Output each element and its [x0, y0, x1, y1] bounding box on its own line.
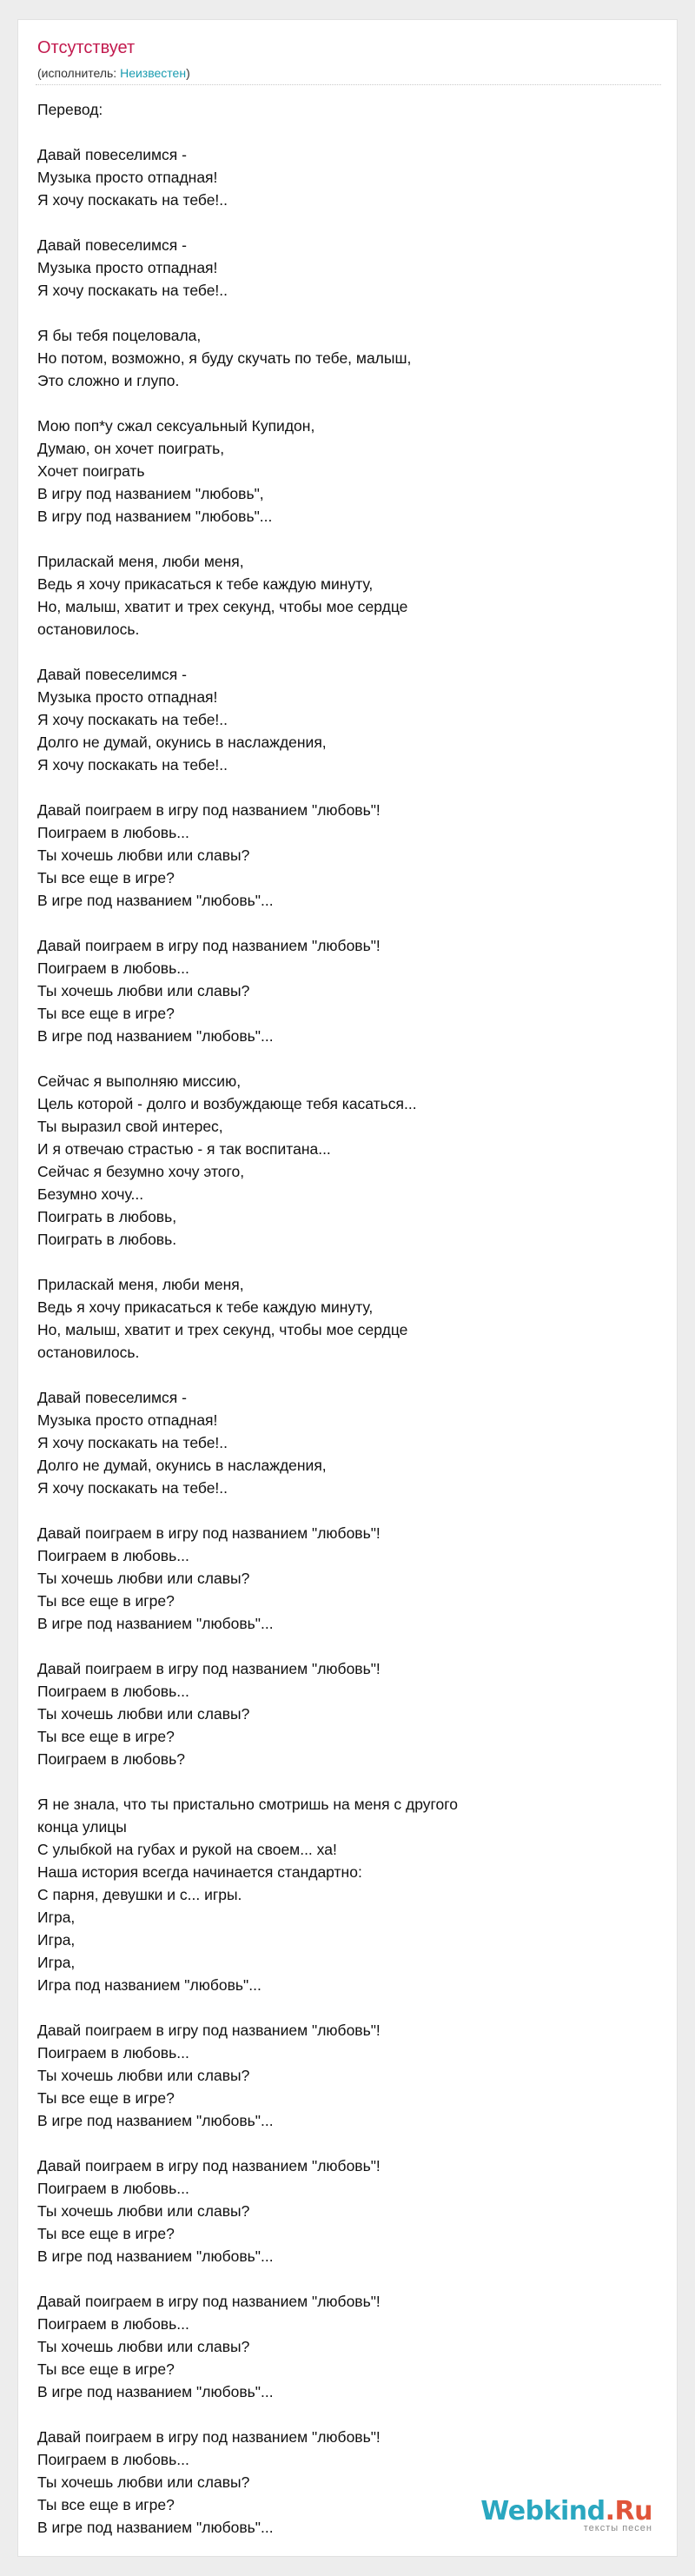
lyric-line: Ты выразил свой интерес,	[37, 1118, 223, 1135]
lyric-line	[37, 302, 654, 324]
lyric-line: Музыка просто отпадная!	[37, 688, 218, 706]
lyric-line	[37, 528, 654, 550]
lyric-line	[37, 392, 654, 415]
lyric-line: Игра,	[37, 1931, 76, 1949]
lyric-line: Ты все еще в игре?	[37, 1005, 175, 1022]
lyric-line: Поиграть в любовь.	[37, 1231, 177, 1248]
lyric-line: Поиграем в любовь...	[37, 1547, 189, 1564]
lyric-line: Поиграем в любовь...	[37, 2451, 189, 2468]
lyric-line	[37, 2132, 654, 2154]
lyric-line: Приласкай меня, люби меня,	[37, 1276, 244, 1293]
lyric-line	[37, 2267, 654, 2290]
lyric-line: Давай поиграем в игру под названием "любовь"!	[37, 2428, 381, 2446]
lyric-line: Безумно хочу...	[37, 1185, 144, 1203]
lyric-line: С парня, девушки и с... игры.	[37, 1886, 242, 1903]
lyric-line: остановилось.	[37, 1344, 140, 1361]
lyric-line: Я хочу поскакать на тебе!..	[37, 191, 228, 209]
lyric-line: Я не знала, что ты пристально смотришь на меня с другого	[37, 1796, 458, 1813]
lyric-line: Музыка просто отпадная!	[37, 169, 218, 186]
lyric-line: Давай поиграем в игру под названием "любовь"!	[37, 1524, 381, 1542]
lyric-line: Ты все еще в игре?	[37, 2225, 175, 2242]
lyric-line: Приласкай меня, люби меня,	[37, 553, 244, 570]
lyric-line: Ты все еще в игре?	[37, 1592, 175, 1610]
lyric-line: Давай повеселимся -	[37, 1389, 187, 1406]
lyric-line: Поиграем в любовь...	[37, 2180, 189, 2197]
lyric-line: Сейчас я выполняю миссию,	[37, 1072, 242, 1090]
lyric-line: В игре под названием "любовь"...	[37, 1027, 274, 1045]
lyric-line: Давай повеселимся -	[37, 146, 187, 163]
artist-link[interactable]: Неизвестен	[120, 66, 187, 80]
lyric-line: Наша история всегда начинается стандартно:	[37, 1863, 362, 1881]
lyric-line: Игра,	[37, 1954, 76, 1971]
lyric-line: Давай повеселимся -	[37, 666, 187, 683]
lyric-line: В игре под названием "любовь"...	[37, 2112, 274, 2129]
lyric-line: Ты хочешь любви или славы?	[37, 1570, 250, 1587]
lyric-line: Я бы тебя поцеловала,	[37, 327, 202, 344]
lyric-line: Перевод:	[37, 101, 103, 118]
lyric-line	[37, 641, 654, 663]
lyric-line: В игре под названием "любовь"...	[37, 1615, 274, 1632]
lyric-line: Ты хочешь любви или славы?	[37, 2473, 250, 2491]
lyric-line	[37, 912, 654, 934]
lyric-line: В игре под названием "любовь"...	[37, 2519, 274, 2536]
lyric-line: В игре под названием "любовь"...	[37, 2247, 274, 2265]
lyric-line	[37, 1770, 654, 1793]
webkind-logo[interactable]	[480, 2498, 652, 2533]
artist-line	[37, 65, 190, 81]
lyric-line: Но, малыш, хватит и трех секунд, чтобы мое сердце	[37, 598, 408, 615]
lyric-line: Давай поиграем в игру под названием "любовь"!	[37, 1660, 381, 1677]
lyric-line: Ведь я хочу прикасаться к тебе каждую минуту,	[37, 575, 374, 593]
lyric-line: Ты хочешь любви или славы?	[37, 2338, 250, 2355]
lyric-line: Сейчас я безумно хочу этого,	[37, 1163, 245, 1180]
lyric-line: Хочет поиграть	[37, 462, 145, 480]
lyric-line: Ты все еще в игре?	[37, 2496, 175, 2513]
lyric-line	[37, 1047, 654, 1070]
lyric-line: Давай поиграем в игру под названием "любовь"!	[37, 801, 381, 819]
lyric-line: Поиграем в любовь...	[37, 2315, 189, 2333]
logo-subtitle: тексты песен	[583, 2523, 652, 2533]
lyric-line: Игра под названием "любовь"...	[37, 1976, 261, 1994]
lyric-line: С улыбкой на губах и рукой на своем... ха!	[37, 1841, 337, 1858]
lyric-line: Но потом, возможно, я буду скучать по тебе, малыш,	[37, 349, 412, 367]
lyric-line: Это сложно и глупо.	[37, 372, 180, 389]
lyric-line	[37, 1635, 654, 1657]
lyric-line: Я хочу поскакать на тебе!..	[37, 1479, 228, 1497]
lyric-line: Ты хочешь любви или славы?	[37, 982, 250, 999]
lyric-line: остановилось.	[37, 621, 140, 638]
lyric-line	[37, 121, 654, 143]
lyric-line: В игре под названием "любовь"...	[37, 2383, 274, 2400]
lyric-line	[37, 211, 654, 234]
lyric-line	[37, 1996, 654, 2019]
lyric-line	[37, 2403, 654, 2426]
lyric-line	[37, 1499, 654, 1522]
lyric-line: Игра,	[37, 1909, 76, 1926]
lyric-line: Ты хочешь любви или славы?	[37, 846, 250, 864]
lyrics-page-card	[17, 19, 678, 2557]
lyric-line	[37, 1251, 654, 1273]
lyric-line: Давай поиграем в игру под названием "любовь"!	[37, 2293, 381, 2310]
lyric-line: Цель которой - долго и возбуждающе тебя касаться...	[37, 1095, 417, 1112]
lyric-line: Я хочу поскакать на тебе!..	[37, 282, 228, 299]
lyric-line: Ты хочешь любви или славы?	[37, 2067, 250, 2084]
lyric-line: Музыка просто отпадная!	[37, 259, 218, 276]
lyrics-text	[37, 98, 654, 2539]
lyric-line: Ты хочешь любви или славы?	[37, 1705, 250, 1723]
lyric-line: Давай поиграем в игру под названием "любовь"!	[37, 937, 381, 954]
lyric-line: Ты хочешь любви или славы?	[37, 2202, 250, 2220]
lyric-line: Поиграем в любовь?	[37, 1750, 185, 1768]
lyric-line: Долго не думай, окунись в наслаждения,	[37, 1457, 327, 1474]
lyric-line: Ты все еще в игре?	[37, 1728, 175, 1745]
lyric-line: Давай повеселимся -	[37, 236, 187, 254]
header-divider	[36, 84, 661, 85]
lyric-line: Я хочу поскакать на тебе!..	[37, 756, 228, 773]
song-title: Отсутствует	[37, 38, 136, 57]
lyric-line: Я хочу поскакать на тебе!..	[37, 711, 228, 728]
artist-prefix: (исполнитель:	[37, 66, 121, 80]
lyric-line: Поиграем в любовь...	[37, 959, 189, 977]
lyric-line: Музыка просто отпадная!	[37, 1411, 218, 1429]
lyric-line: В игру под названием "любовь",	[37, 485, 264, 502]
lyric-line: Я хочу поскакать на тебе!..	[37, 1434, 228, 1451]
lyric-line: Поиграем в любовь...	[37, 1683, 189, 1700]
lyric-line: Ведь я хочу прикасаться к тебе каждую минуту,	[37, 1298, 374, 1316]
artist-suffix: )	[186, 66, 190, 80]
lyric-line: В игре под названием "любовь"...	[37, 892, 274, 909]
lyric-line: Думаю, он хочет поиграть,	[37, 440, 225, 457]
lyric-line: Давай поиграем в игру под названием "любовь"!	[37, 2022, 381, 2039]
lyric-line: Поиграть в любовь,	[37, 1208, 177, 1225]
lyric-line: Ты все еще в игре?	[37, 2089, 175, 2107]
lyric-line: И я отвечаю страстью - я так воспитана...	[37, 1140, 331, 1158]
lyric-line: Давай поиграем в игру под названием "любовь"!	[37, 2157, 381, 2174]
lyric-line	[37, 1364, 654, 1386]
lyric-line: Но, малыш, хватит и трех секунд, чтобы мое сердце	[37, 1321, 408, 1338]
lyric-line: Ты все еще в игре?	[37, 2360, 175, 2378]
lyric-line: Долго не думай, окунись в наслаждения,	[37, 734, 327, 751]
lyric-line: Поиграем в любовь...	[37, 2044, 189, 2061]
lyric-line	[37, 776, 654, 799]
lyric-line: В игру под названием "любовь"...	[37, 508, 273, 525]
lyric-line: Ты все еще в игре?	[37, 869, 175, 886]
lyric-line: Мою поп*у сжал сексуальный Купидон,	[37, 417, 315, 435]
lyric-line: Поиграем в любовь...	[37, 824, 189, 841]
logo-wordmark: Webkind.Ru	[480, 2496, 652, 2526]
lyric-line: конца улицы	[37, 1818, 127, 1836]
